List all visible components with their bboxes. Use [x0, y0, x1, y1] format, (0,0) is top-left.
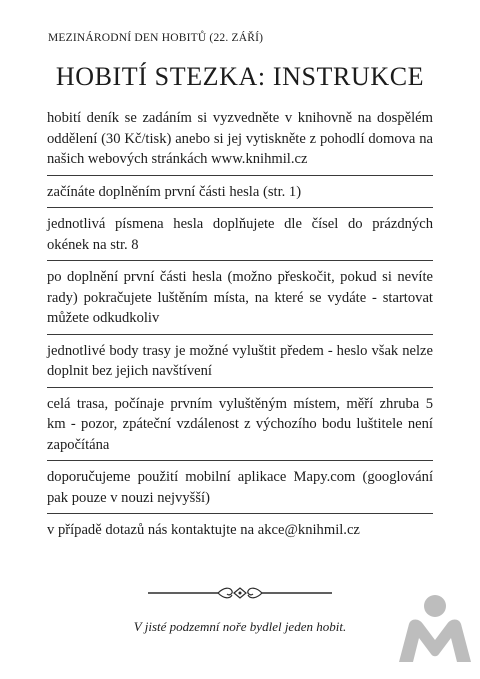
instruction-item: po doplnění první části hesla (možno přeskočit, pokud si nevíte rady) pokračujete luštěním místa, na které se vydáte - startovat můžete odkudkoliv — [47, 261, 433, 335]
event-kicker: MEZINÁRODNÍ DEN HOBITŮ (22. ZÁŘÍ) — [48, 32, 264, 44]
instruction-item: jednotlivé body trasy je možné vyluštit předem - heslo však nelze doplnit bez jejich navštívení — [47, 335, 433, 388]
instruction-item: hobití deník se zadáním si vyzvedněte v knihovně na dospělém oddělení (30 Kč/tisk) anebo si jej vytiskněte z pohodlí domova na našich webových stránkách www.knihmil.cz — [47, 108, 433, 176]
instruction-item: jednotlivá písmena hesla doplňujete dle čísel do prázdných okének na str. 8 — [47, 208, 433, 261]
flourish-divider-icon — [148, 586, 332, 600]
library-m-logo-icon — [395, 594, 473, 664]
instruction-item: v případě dotazů nás kontaktujte na akce@knihmil.cz — [47, 522, 360, 538]
instruction-item: celá trasa, počínaje prvním vyluštěným místem, měří zhruba 5 km - pozor, zpáteční vzdálenost z výchozího bodu luštitele není započítána — [47, 388, 433, 462]
page-title: HOBITÍ STEZKA: INSTRUKCE — [55, 62, 425, 91]
instruction-item: doporučujeme použití mobilní aplikace Mapy.com (googlování pak pouze v nouzi nejvyšší) — [47, 461, 433, 514]
instruction-list — [47, 108, 433, 546]
instruction-item: začínáte doplněním první části hesla (str. 1) — [47, 176, 433, 209]
hobbit-quote: V jisté podzemní noře bydlel jeden hobit. — [133, 619, 347, 634]
